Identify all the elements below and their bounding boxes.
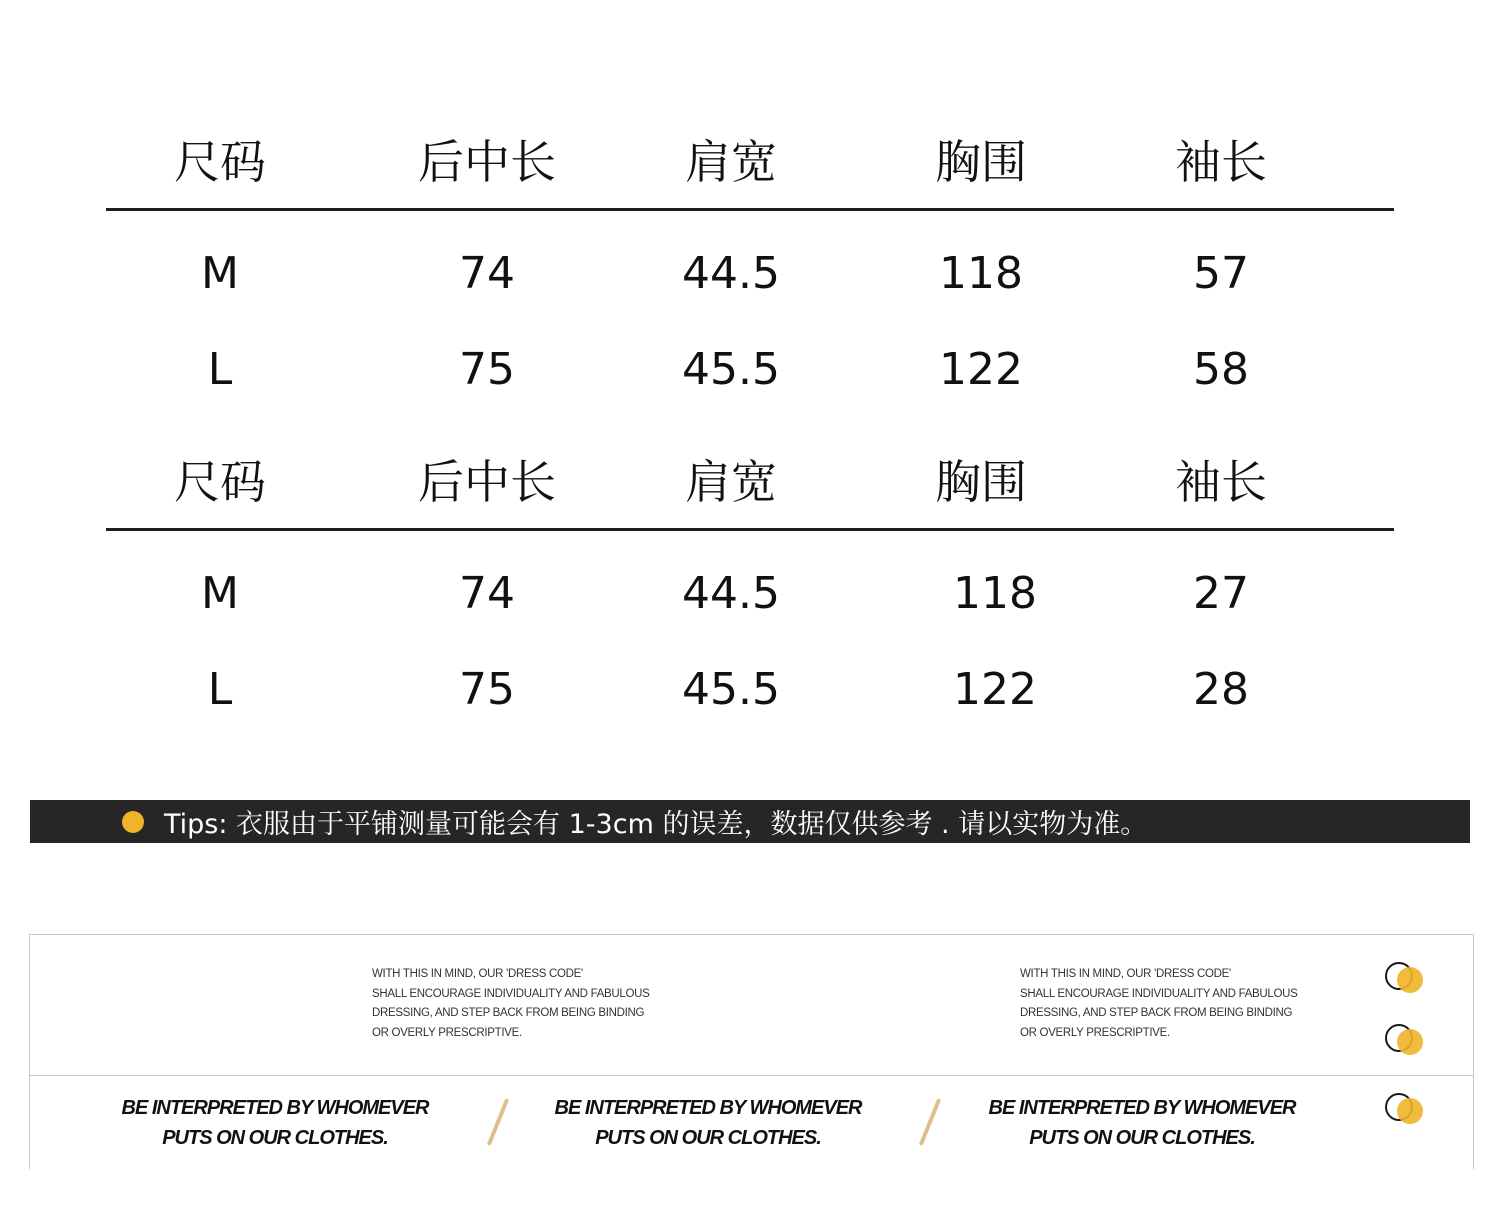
slash-divider-icon bbox=[487, 1098, 509, 1146]
tips-bar bbox=[30, 800, 1470, 843]
dress-code-paragraph bbox=[1020, 965, 1298, 1043]
size-chart-header-row bbox=[106, 430, 1394, 531]
table-row bbox=[106, 545, 1394, 641]
slogan-line: PUTS ON OUR CLOTHES. bbox=[595, 1127, 821, 1149]
cell-back-length: 74 bbox=[459, 567, 515, 619]
header-chest: 胸围 bbox=[935, 455, 1027, 509]
toggle-circle-icon bbox=[1383, 1021, 1431, 1057]
paragraph-line: SHALL ENCOURAGE INDIVIDUALITY AND FABULOUS bbox=[372, 987, 650, 1000]
paragraph-line: OR OVERLY PRESCRIPTIVE. bbox=[372, 1026, 522, 1039]
tips-text: Tips: 衣服由于平铺测量可能会有 1-3cm 的误差，数据仅供参考 . 请以实物为准。 bbox=[164, 809, 1148, 840]
cell-sleeve-length: 57 bbox=[1193, 247, 1249, 299]
cell-back-length: 74 bbox=[459, 247, 515, 299]
cell-size: M bbox=[201, 567, 239, 619]
paragraph-line: DRESSING, AND STEP BACK FROM BEING BINDING bbox=[372, 1007, 645, 1019]
table-row bbox=[106, 641, 1394, 737]
size-chart-header-row bbox=[106, 110, 1394, 211]
cell-shoulder-width: 44.5 bbox=[682, 247, 780, 299]
header-size: 尺码 bbox=[174, 455, 266, 509]
cell-shoulder-width: 44.5 bbox=[682, 567, 780, 619]
cell-sleeve-length: 28 bbox=[1193, 663, 1249, 715]
header-size: 尺码 bbox=[174, 135, 266, 189]
table-row bbox=[106, 321, 1394, 417]
cell-size: L bbox=[207, 343, 233, 395]
paragraph-line: SHALL ENCOURAGE INDIVIDUALITY AND FABULOUS bbox=[1020, 987, 1298, 1000]
header-sleeve-length: 袖长 bbox=[1175, 135, 1267, 189]
brand-banner bbox=[29, 934, 1474, 1169]
cell-chest: 118 bbox=[953, 567, 1037, 619]
header-back-length: 后中长 bbox=[418, 135, 556, 189]
cell-chest: 122 bbox=[953, 663, 1037, 715]
cell-size: M bbox=[201, 247, 239, 299]
header-chest: 胸围 bbox=[935, 135, 1027, 189]
slogan-line: PUTS ON OUR CLOTHES. bbox=[162, 1127, 388, 1149]
bullet-dot-icon bbox=[122, 811, 144, 833]
header-shoulder-width: 肩宽 bbox=[685, 135, 777, 189]
slogan bbox=[110, 1093, 440, 1153]
cell-back-length: 75 bbox=[459, 663, 515, 715]
cell-chest: 118 bbox=[939, 247, 1023, 299]
dress-code-paragraph bbox=[372, 965, 650, 1043]
slogan bbox=[543, 1093, 873, 1153]
size-chart-table-2 bbox=[106, 430, 1394, 737]
cell-back-length: 75 bbox=[459, 343, 515, 395]
cell-sleeve-length: 58 bbox=[1193, 343, 1249, 395]
cell-size: L bbox=[207, 663, 233, 715]
slash-divider-icon bbox=[919, 1098, 941, 1146]
slogan-line: BE INTERPRETED BY WHOMEVER bbox=[988, 1097, 1296, 1119]
slogan-line: BE INTERPRETED BY WHOMEVER bbox=[554, 1097, 862, 1119]
paragraph-line: OR OVERLY PRESCRIPTIVE. bbox=[1020, 1026, 1170, 1039]
toggle-circle-icon bbox=[1383, 1090, 1431, 1126]
toggle-circle-icon bbox=[1383, 959, 1431, 995]
cell-shoulder-width: 45.5 bbox=[682, 663, 780, 715]
table-row bbox=[106, 225, 1394, 321]
size-chart-table-1 bbox=[106, 110, 1394, 417]
header-back-length: 后中长 bbox=[418, 455, 556, 509]
header-sleeve-length: 袖长 bbox=[1175, 455, 1267, 509]
header-shoulder-width: 肩宽 bbox=[685, 455, 777, 509]
slogan bbox=[977, 1093, 1307, 1153]
paragraph-line: WITH THIS IN MIND, OUR 'DRESS CODE' bbox=[1020, 968, 1231, 980]
slogan-line: PUTS ON OUR CLOTHES. bbox=[1029, 1127, 1255, 1149]
banner-top-strip bbox=[30, 935, 1473, 1076]
paragraph-line: DRESSING, AND STEP BACK FROM BEING BINDING bbox=[1020, 1007, 1293, 1019]
cell-chest: 122 bbox=[939, 343, 1023, 395]
slogan-line: BE INTERPRETED BY WHOMEVER bbox=[121, 1097, 429, 1119]
cell-sleeve-length: 27 bbox=[1193, 567, 1249, 619]
cell-shoulder-width: 45.5 bbox=[682, 343, 780, 395]
paragraph-line: WITH THIS IN MIND, OUR 'DRESS CODE' bbox=[372, 968, 583, 980]
